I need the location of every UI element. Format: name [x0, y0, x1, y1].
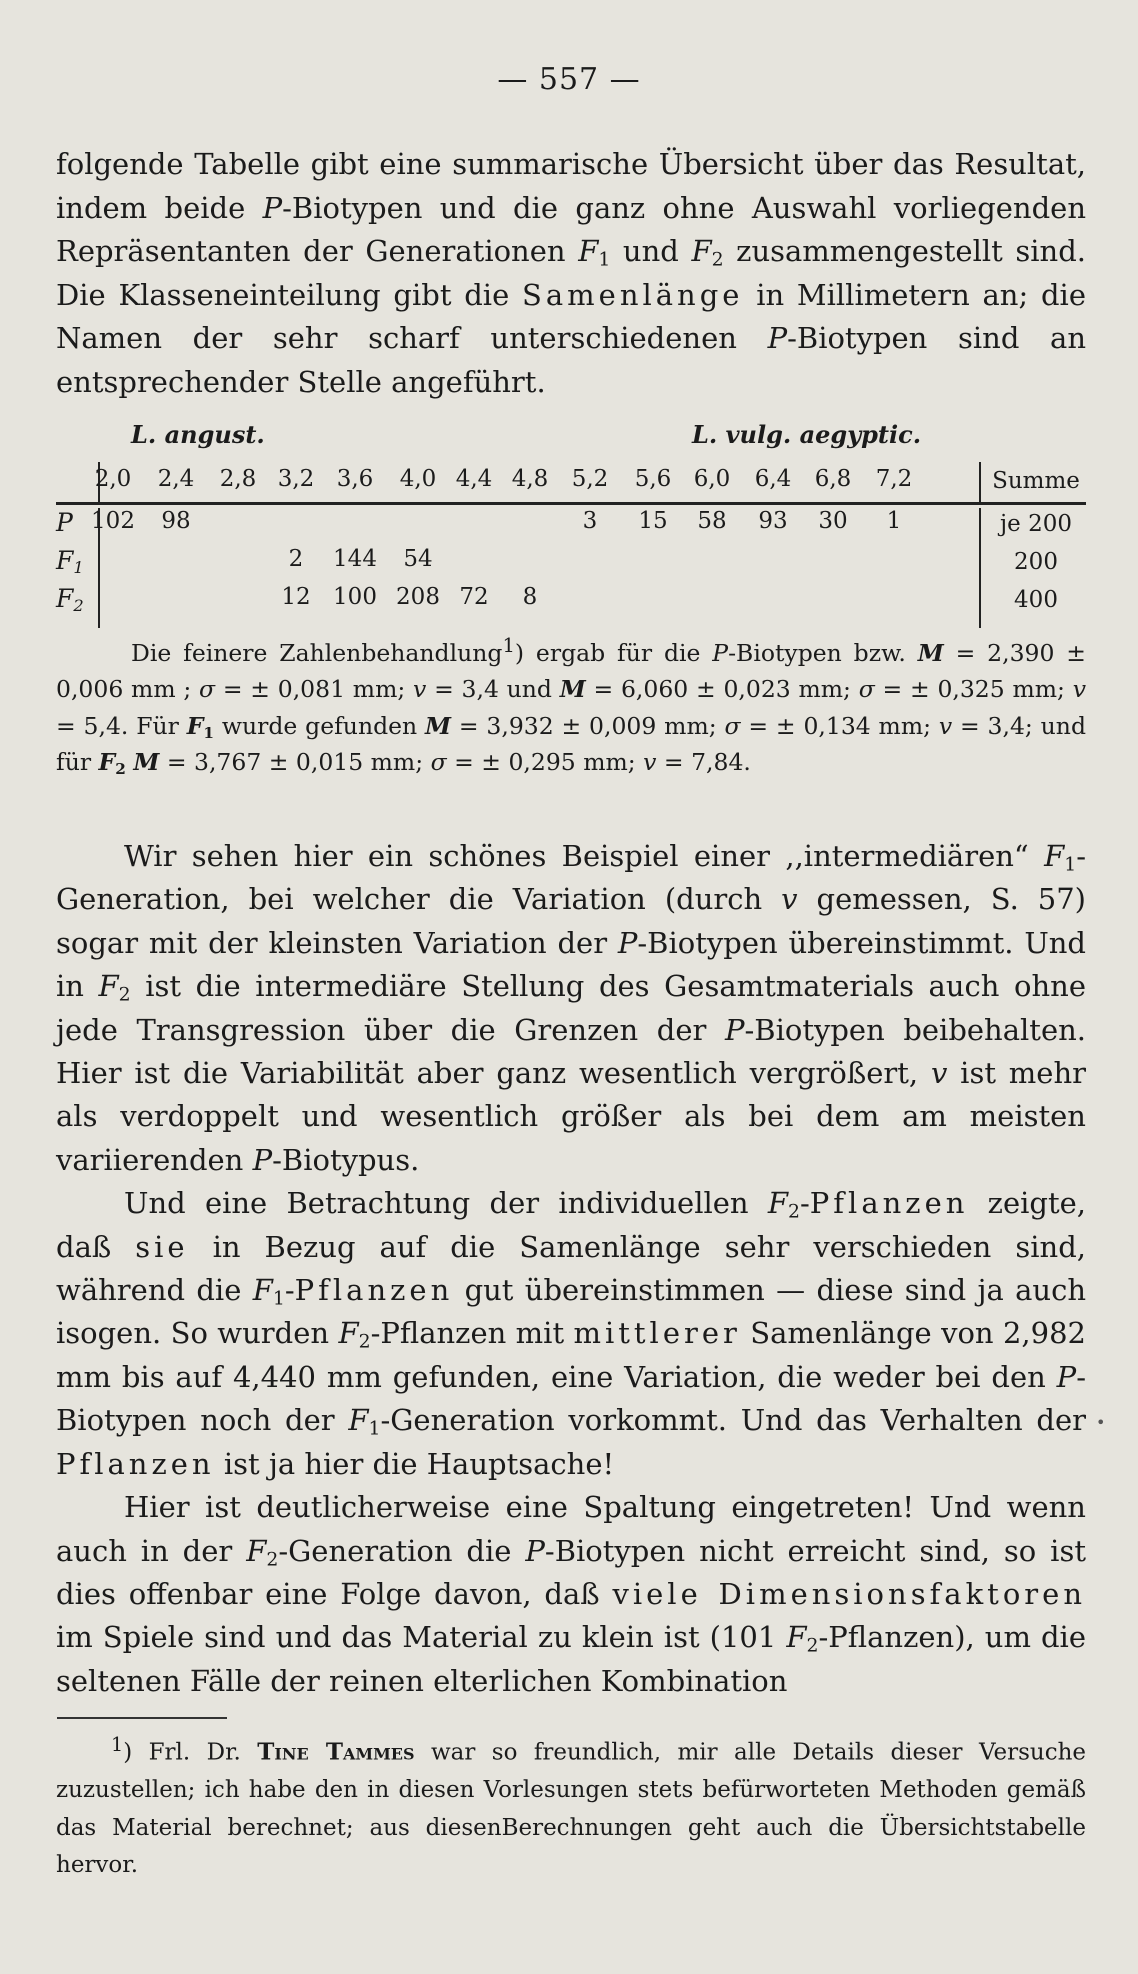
- column-header: 6,0: [693, 466, 731, 492]
- column-header: 3,2: [277, 466, 315, 492]
- column-header: 5,2: [571, 466, 609, 492]
- table-cell: 15: [638, 508, 668, 534]
- sum-header: Summe: [992, 468, 1080, 494]
- column-header: 2,0: [94, 466, 132, 492]
- column-header: 2,8: [219, 466, 257, 492]
- table-cell: 8: [522, 584, 538, 610]
- table-rule-right-header: [979, 462, 981, 502]
- statistics-paragraph: Die feinere Zahlenbehandlung$^1$) ergab für die P-Biotypen bzw. M = 2,390 ± 0,006 mm ; σ = ± 0,081 mm; v = 3,4 und M = 6,060 ± 0,023 mm; σ = ± 0,325 mm; v = 5,4. Für $F_1$ wurde gefunden M = 3,932 ± 0,009 mm; σ = ± 0,134 mm; v = 3,4; und für $F_2$ M = 3,767 ± 0,015 mm; σ = ± 0,295 mm; v = 7,84.: [56, 634, 1086, 779]
- column-header: 7,2: [875, 466, 913, 492]
- row-label: $F_2$: [56, 584, 84, 616]
- column-header: 3,6: [336, 466, 374, 492]
- main-text: [56, 835, 1086, 1703]
- row-sum: je 200: [1000, 511, 1072, 537]
- table-cell: 1: [886, 508, 902, 534]
- page-number: — 557 —: [497, 62, 641, 97]
- intro-paragraph: folgende Tabelle gibt eine summarische Übersicht über das Resultat, indem beide P-Biotypen und die ganz ohne Auswahl vorliegenden Repräsentanten der Generationen $F_1$ und $F_2$ zusammengestellt sind. Die Klasseneinteilung gibt die Samenlänge in Millimetern an; die Namen der sehr scharf unterschiedenen P-Biotypen sind an entsprechender Stelle angeführt.: [56, 147, 1087, 399]
- column-header: 5,6: [634, 466, 672, 492]
- margin-dot: •: [1096, 1413, 1106, 1432]
- table-cell: 93: [758, 508, 788, 534]
- paragraph-segregation: Hier ist deutlicherweise eine Spaltung eingetreten! Und wenn auch in der $F_2$-Generation die P-Biotypen nicht erreicht sind, so ist dies offenbar eine Folge davon, daß viele Dimensionsfaktoren im Spiele sind und das Material zu klein ist (101 $F_2-Pflanzen$), um die seltenen Fälle der reinen elterlichen Kombination: [56, 1490, 1086, 1698]
- table-cell: 98: [161, 508, 191, 534]
- table-cell: 208: [396, 584, 440, 610]
- table-rule-right-body: [979, 508, 981, 628]
- column-header: 4,4: [455, 466, 493, 492]
- table-cell: 30: [818, 508, 848, 534]
- table-cell: 58: [697, 508, 727, 534]
- table-cell: 102: [91, 508, 135, 534]
- header-l-vulg-aegyptic: L. vulg. aegyptic.: [692, 420, 922, 449]
- column-header: 6,8: [814, 466, 852, 492]
- column-header: 6,4: [754, 466, 792, 492]
- footnote-rule: [57, 1717, 227, 1719]
- paragraph-intermediate: Wir sehen hier ein schönes Beispiel einer ,,intermediären“ $F_1$-Generation, bei welcher die Variation (durch v gemessen, S. 57) sogar mit der kleinsten Variation der P-Biotypen übereinstimmt. Und in $F_2$ ist die intermediäre Stellung des Gesamtmaterials auch ohne jede Transgression über die Grenzen der P-Biotypen beibehalten. Hier ist die Variabilität aber ganz wesentlich vergrößert, v ist mehr als verdoppelt und wesentlich größer als bei dem am meisten variierenden P-Biotypus.: [56, 839, 1087, 1177]
- footnote: $^1$) Frl. Dr. Tine Tammes war so freundlich, mir alle Details dieser Versuche zuzustellen; ich habe den in diesen Vorlesungen stets befürworteten Methoden gemäß das Material berechnet; aus diesenBerechnungen geht auch die Übersichtstabelle hervor.: [56, 1733, 1087, 1879]
- table-cell: 72: [459, 584, 489, 610]
- table-cell: 100: [333, 584, 377, 610]
- header-l-angust: L. angust.: [131, 420, 265, 449]
- table-cell: 3: [582, 508, 598, 534]
- paragraph-f2-plants: Und eine Betrachtung der individuellen $F_2$-Pflanzen zeigte, daß sie in Bezug auf die Samenlänge sehr verschieden sind, während die $F_1$-Pflanzen gut übereinstimmen — diese sind ja auch isogen. So wurden $F_2$-Pflanzen mit mittlerer Samenlänge von 2,982 mm bis auf 4,440 mm gefunden, eine Variation, die weder bei den P-Biotypen noch der $F_1$-Generation vorkommt. Und das Verhalten der Pflanzen ist ja hier die Hauptsache!: [56, 1186, 1087, 1481]
- table-cell: 54: [403, 546, 433, 572]
- row-label: P: [56, 508, 73, 537]
- table-header-rule: [56, 502, 1086, 505]
- row-sum: 400: [1014, 587, 1058, 613]
- column-header: 4,8: [511, 466, 549, 492]
- column-header: 4,0: [399, 466, 437, 492]
- table-cell: 2: [288, 546, 304, 572]
- column-header: 2,4: [157, 466, 195, 492]
- table-cell: 12: [281, 584, 311, 610]
- table-cell: 144: [333, 546, 377, 572]
- row-label: $F_1$: [56, 546, 84, 578]
- row-sum: 200: [1014, 549, 1058, 575]
